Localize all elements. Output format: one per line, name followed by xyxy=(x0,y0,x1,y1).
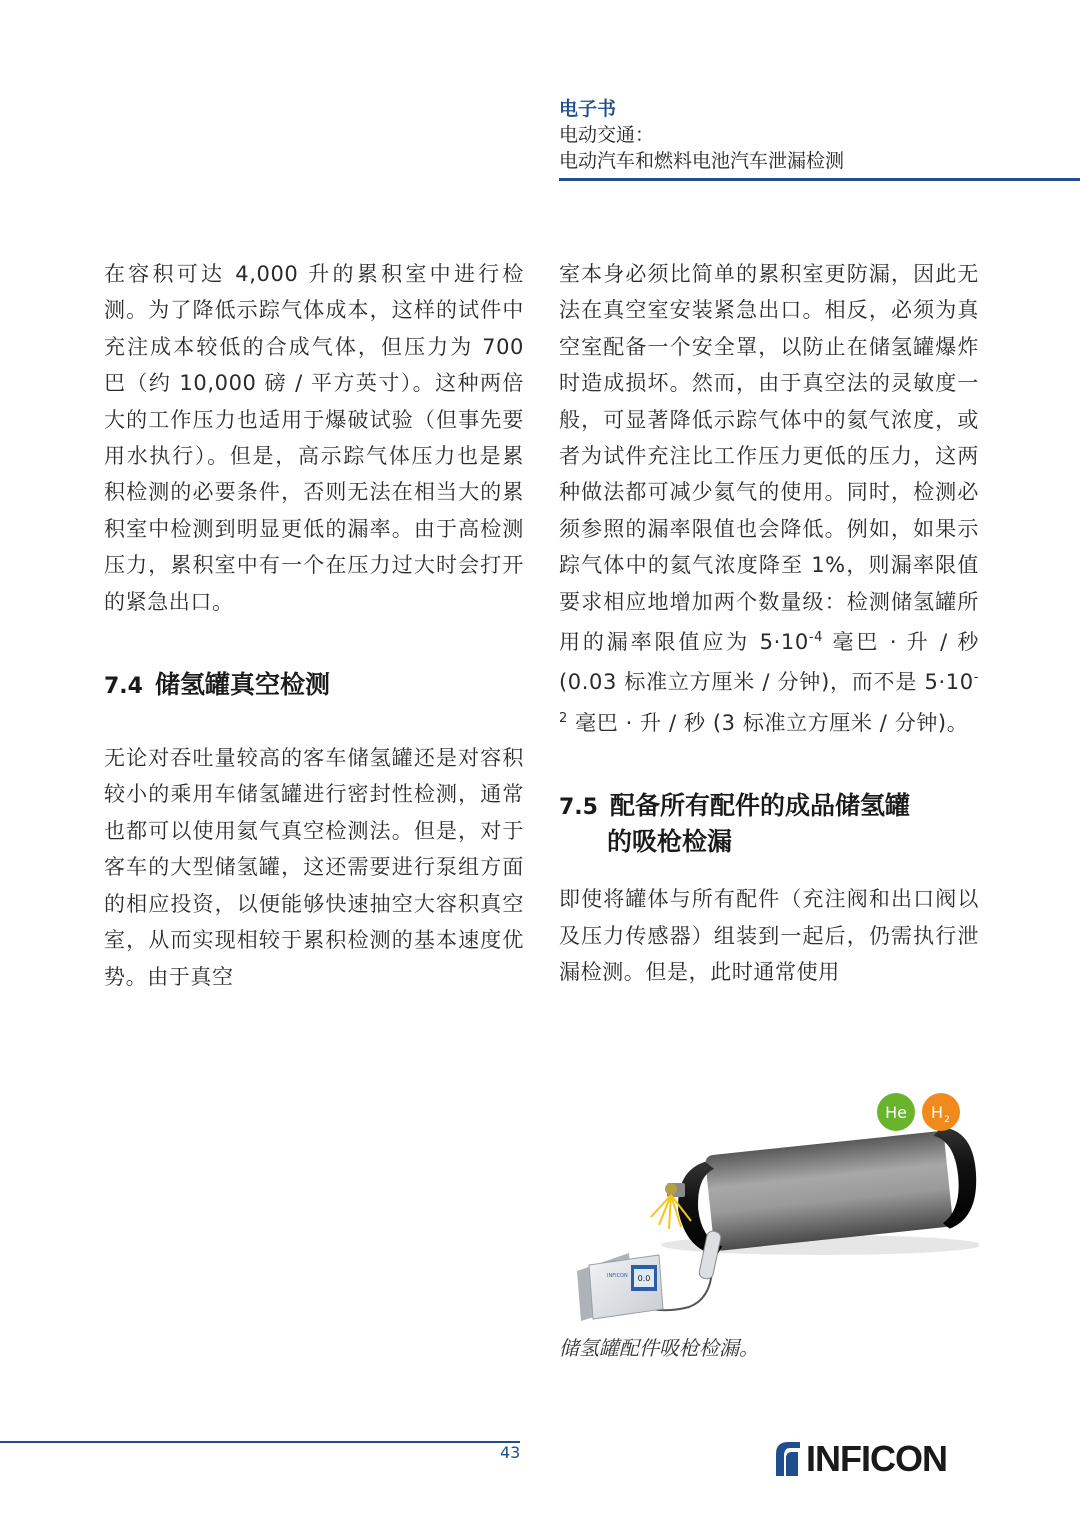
right-paragraph-1-part-b: 毫巴 · 升 / 秒 (0.03 标准立方厘米 / 分钟)，而不是 5·10 xyxy=(559,630,979,695)
page-header xyxy=(559,96,1080,174)
left-paragraph-2 xyxy=(104,740,524,995)
exponent-1: -4 xyxy=(808,630,823,646)
right-paragraph-1 xyxy=(559,256,979,741)
hydrogen-badge-subscript: 2 xyxy=(944,1115,950,1125)
section-7-5-title-line2: 的吸枪检漏 xyxy=(607,827,733,857)
section-7-5-number: 7.5 xyxy=(559,795,598,821)
section-7-4-number: 7.4 xyxy=(104,674,143,700)
tank-sniffer-figure xyxy=(559,1085,979,1325)
page-number: 43 xyxy=(500,1443,521,1462)
section-7-4-heading xyxy=(104,668,524,704)
header-subtitle-line1: 电动交通： xyxy=(559,124,655,146)
section-7-4-title: 储氢罐真空检测 xyxy=(154,670,330,700)
device-screen-value: 0.0 xyxy=(637,1274,651,1283)
right-column xyxy=(559,256,979,991)
right-paragraph-2 xyxy=(559,881,979,990)
figure-caption: 储氢罐配件吸枪检漏。 xyxy=(559,1336,759,1360)
footer-rule xyxy=(0,1441,520,1443)
hydrogen-badge-label: H xyxy=(930,1103,944,1122)
left-paragraph-2-text: 无论对吞吐量较高的客车储氢罐还是对容积较小的乘用车储氢罐进行密封性检测，通常也都可以使用氦气真空检测法。但是，对于客车的大型储氢罐，这还需要进行泵组方面的相应投资，以便能够快速抽空大容积真空室，从而实现相较于累积检测的基本速度优势。由于真空 xyxy=(104,746,524,989)
device-brand-label: INFICON xyxy=(607,1273,628,1279)
left-paragraph-1-text: 在容积可达 4,000 升的累积室中进行检测。为了降低示踪气体成本，这样的试件中充注成本较低的合成气体，但压力为 700 巴（约 10,000 磅 / 平方英寸）。这种两倍大的工作压力也适用于爆破试验（但事先要用水执行）。但是，高示踪气体压力也是累积检测的必要条件，否则无法在相当大的累积室中检测到明显更低的漏率。由于高检测压力，累积室中有一个在压力过大时会打开的紧急出口。 xyxy=(104,262,524,614)
inficon-logo-icon xyxy=(772,1436,802,1482)
hydrogen-badge xyxy=(922,1093,960,1131)
exponent-2: -2 xyxy=(559,670,979,726)
helium-badge xyxy=(877,1093,915,1131)
right-paragraph-1-part-c: 毫巴 · 升 / 秒 (3 标准立方厘米 / 分钟)。 xyxy=(567,710,969,735)
section-7-5-heading xyxy=(559,789,979,859)
ebook-tag: 电子书 xyxy=(559,98,617,120)
header-subtitle-line2: 电动汽车和燃料电池汽车泄漏检测 xyxy=(559,150,845,172)
right-paragraph-1-part-a: 室本身必须比简单的累积室更防漏，因此无法在真空室安装紧急出口。相反，必须为真空室配备一个安全罩，以防止在储氢罐爆炸时造成损坏。然而，由于真空法的灵敏度一般，可显著降低示踪气体中的氦气浓度，或者为试件充注比工作压力更低的压力，这两种做法都可减少氦气的使用。同时，检测必须参照的漏率限值也会降低。例如，如果示踪气体中的氦气浓度降至 1%，则漏率限值要求相应地增加两个数量级：检测储氢罐所用的漏率限值应为 5·10 xyxy=(559,262,979,655)
section-7-5-title-line1: 配备所有配件的成品储氢罐 xyxy=(609,791,910,821)
left-paragraph-1 xyxy=(104,256,524,620)
left-column xyxy=(104,256,524,995)
leak-detector-device xyxy=(577,1253,663,1321)
inficon-logo-text: INFICON xyxy=(806,1438,947,1479)
right-paragraph-2-text: 即使将罐体与所有配件（充注阀和出口阀以及压力传感器）组装到一起后，仍需执行泄漏检测。但是，此时通常使用 xyxy=(559,887,979,985)
inficon-logo xyxy=(772,1436,947,1482)
right-paragraph-1-text xyxy=(559,256,979,741)
header-rule xyxy=(559,178,1080,181)
tank-sniffer-illustration xyxy=(559,1085,979,1325)
helium-badge-label: He xyxy=(885,1103,907,1122)
